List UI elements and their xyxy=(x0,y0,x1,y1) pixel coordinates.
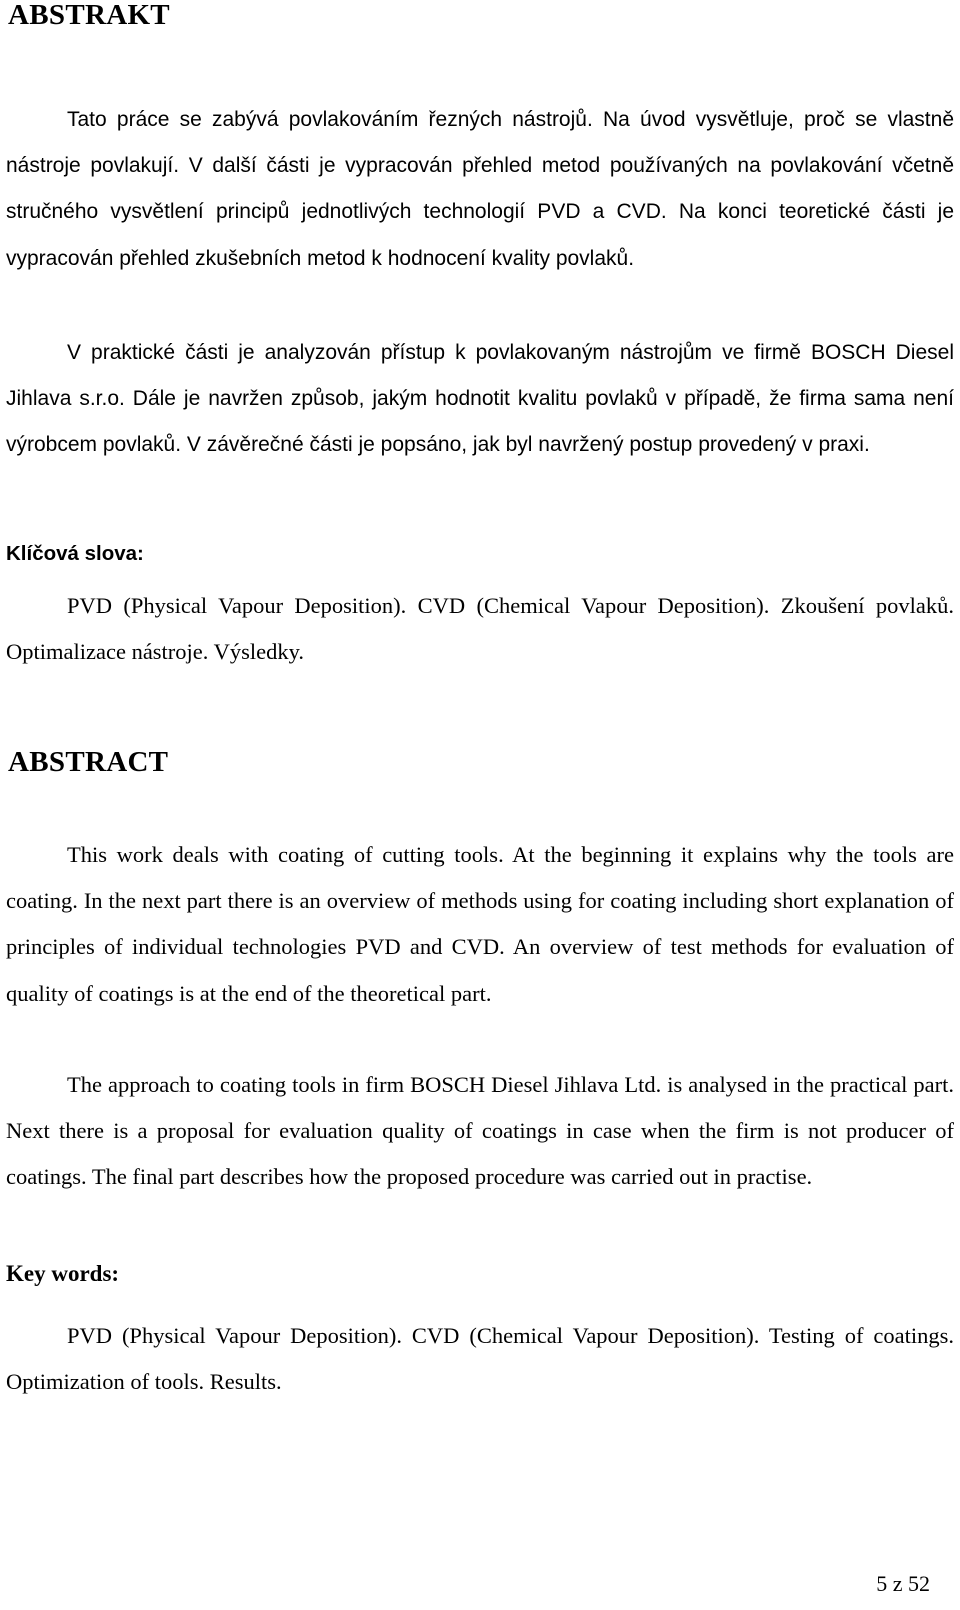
abstract-heading: ABSTRACT xyxy=(8,746,169,778)
key-words-text xyxy=(6,1313,954,1405)
klicova-slova-label: Klíčová slova: xyxy=(6,542,144,565)
klicova-slova-text xyxy=(6,583,954,675)
abstrakt-paragraph-1-text: Tato práce se zabývá povlakováním řezných nástrojů. Na úvod vysvětluje, proč se vlastně nástroje povlakují. V další části je vypracován přehled metod používaných na povlakování včetně stručného vysvětlení principů jednotlivých technologií PVD a CVD. Na konci teoretické části je vypracován přehled zkušebních metod k hodnocení kvality povlaků. xyxy=(6,108,954,270)
abstract-paragraph-2-text: The approach to coating tools in firm BOSCH Diesel Jihlava Ltd. is analysed in the practical part. Next there is a proposal for evaluation quality of coatings in case when the firm is not producer of coatings. The final part describes how the proposed procedure was carried out in practise. xyxy=(6,1072,954,1190)
abstract-paragraph-2 xyxy=(6,1062,954,1201)
abstract-paragraph-1-text: This work deals with coating of cutting tools. At the beginning it explains why the tools are coating. In the next part there is an overview of methods using for coating including short explanation of principles of individual technologies PVD and CVD. An overview of test methods for evaluation of quality of coatings is at the end of the theoretical part. xyxy=(6,842,954,1006)
key-words-label: Key words: xyxy=(6,1261,120,1286)
abstrakt-heading: ABSTRAKT xyxy=(8,0,170,31)
abstrakt-paragraph-2 xyxy=(6,330,954,469)
abstrakt-paragraph-2-text: V praktické části je analyzován přístup k povlakovaným nástrojům ve firmě BOSCH Diesel Jihlava s.r.o. Dále je navržen způsob, jakým hodnotit kvalitu povlaků v případě, že firma sama není výrobcem povlaků. V závěrečné části je popsáno, jak byl navržený postup provedený v praxi. xyxy=(6,341,954,457)
abstract-paragraph-1 xyxy=(6,832,954,1017)
klicova-slova-value: PVD (Physical Vapour Deposition). CVD (Chemical Vapour Deposition). Zkoušení povlaků. Optimalizace nástroje. Výsledky. xyxy=(6,593,954,665)
page-number: 5 z 52 xyxy=(876,1571,930,1596)
key-words-value: PVD (Physical Vapour Deposition). CVD (Chemical Vapour Deposition). Testing of coatings. Optimization of tools. Results. xyxy=(6,1323,954,1395)
abstrakt-paragraph-1 xyxy=(6,97,954,282)
